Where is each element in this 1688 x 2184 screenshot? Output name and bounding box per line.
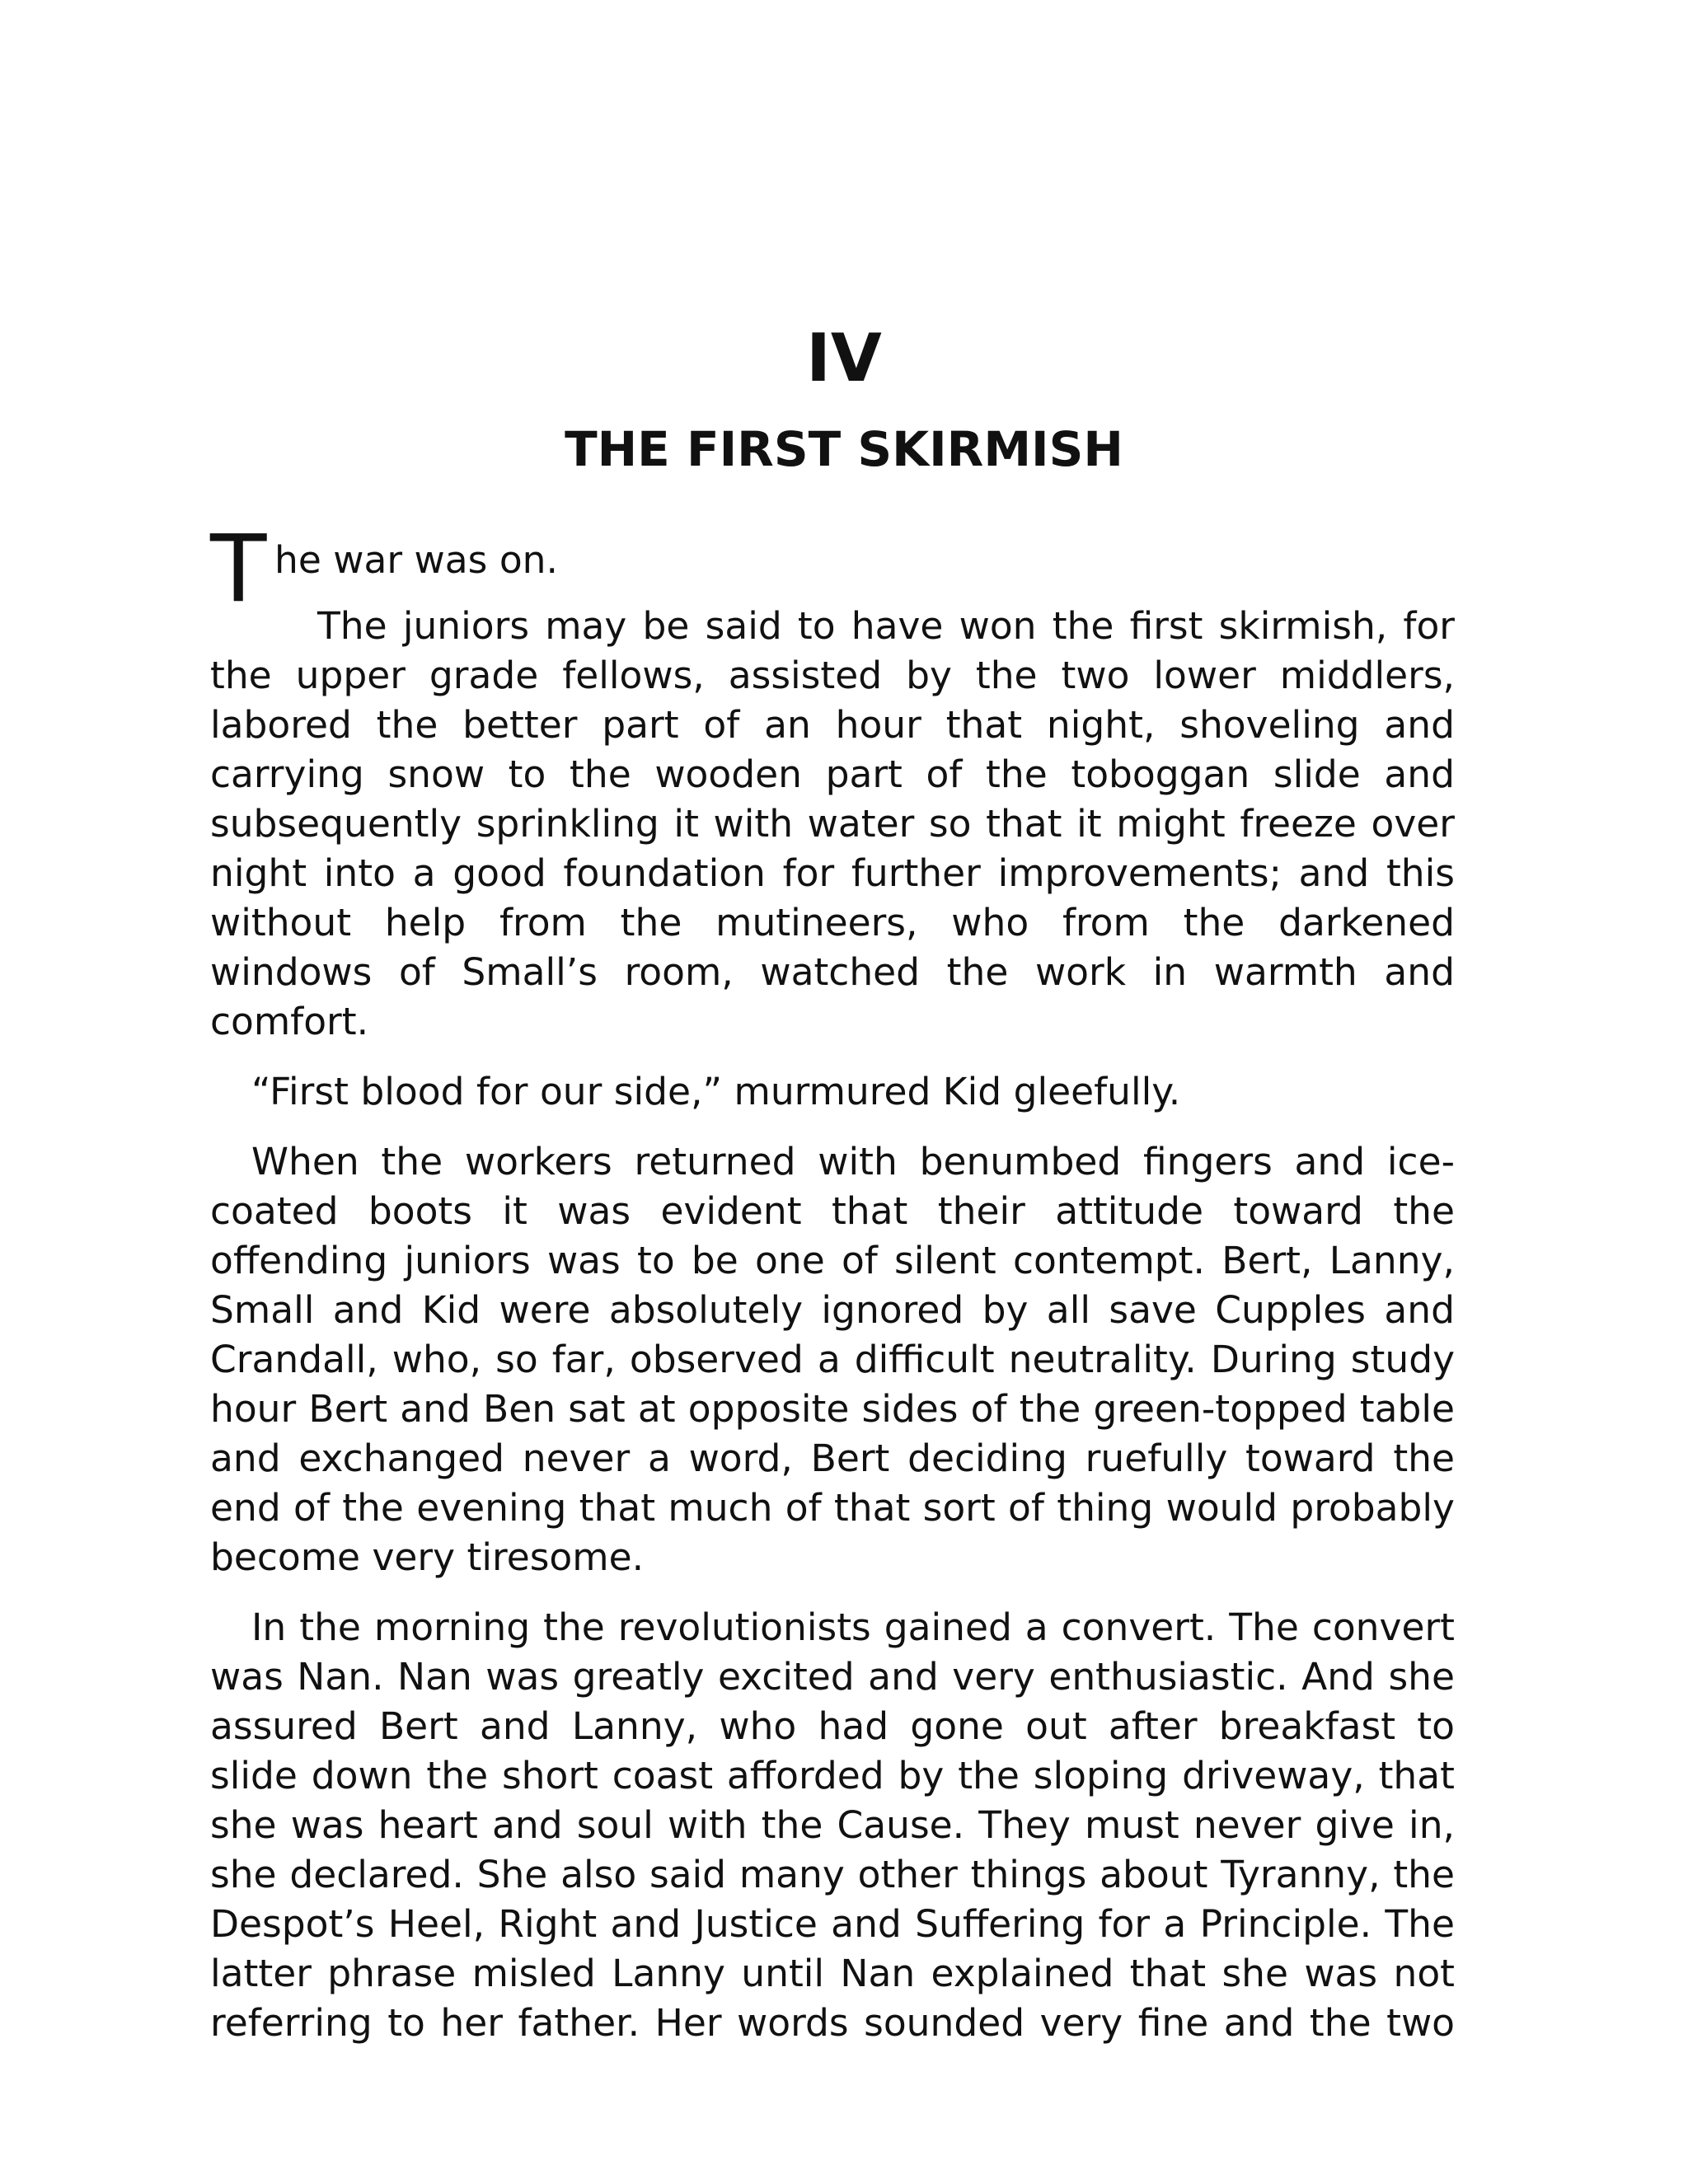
chapter-number: IV: [806, 320, 882, 396]
chapter-title: THE FIRST SKIRMISH: [565, 421, 1123, 477]
paragraph: When the workers returned with benumbed fingers and ice-coated boots it was evident that their attitude toward the offending juniors was to be one of silent contempt. Bert, Lanny, Small and Kid were absolutely ignored by all save Cupples and Crandall, who, so far, observed a difficult neutrality. During study hour Bert and Ben sat at opposite sides of the green-topped table and exchanged never a word, Bert deciding ruefully toward the end of the evening that much of that sort of thing would probably become very tiresome.: [210, 1140, 1455, 1579]
opening-text: he war was on.: [274, 538, 558, 582]
paragraph: In the morning the revolutionists gained a convert. The convert was Nan. Nan was greatly excited and very enthusiastic. And she assured Bert and Lanny, who had gone out after breakfast to slide down the short coast afforded by the sloping driveway, that she was heart and soul with the Cause. They must never give in, she declared. She also said many other things about Tyranny, the Despot’s Heel, Right and Justice and Suffering for a Principle. The latter phrase misled Lanny until Nan explained that she was not referring to her father. Her words sounded very fine and the two: [210, 1605, 1455, 2045]
paragraph: “First blood for our side,” murmured Kid gleefully.: [251, 1070, 1181, 1113]
chapter-body: [210, 516, 1455, 2069]
paragraph: The juniors may be said to have won the first skirmish, for the upper grade fellows, assisted by the two lower middlers, labored the better part of an hour that night, shoveling and carrying snow to the wooden part of the toboggan slide and subsequently sprinkling it with water so that it might freeze over night into a good foundation for further improvements; and this without help from the mutineers, who from the darkened windows of Small’s room, watched the work in warmth and comfort.: [210, 604, 1455, 1043]
opening-line: [210, 516, 1455, 623]
drop-cap: T: [210, 516, 267, 623]
